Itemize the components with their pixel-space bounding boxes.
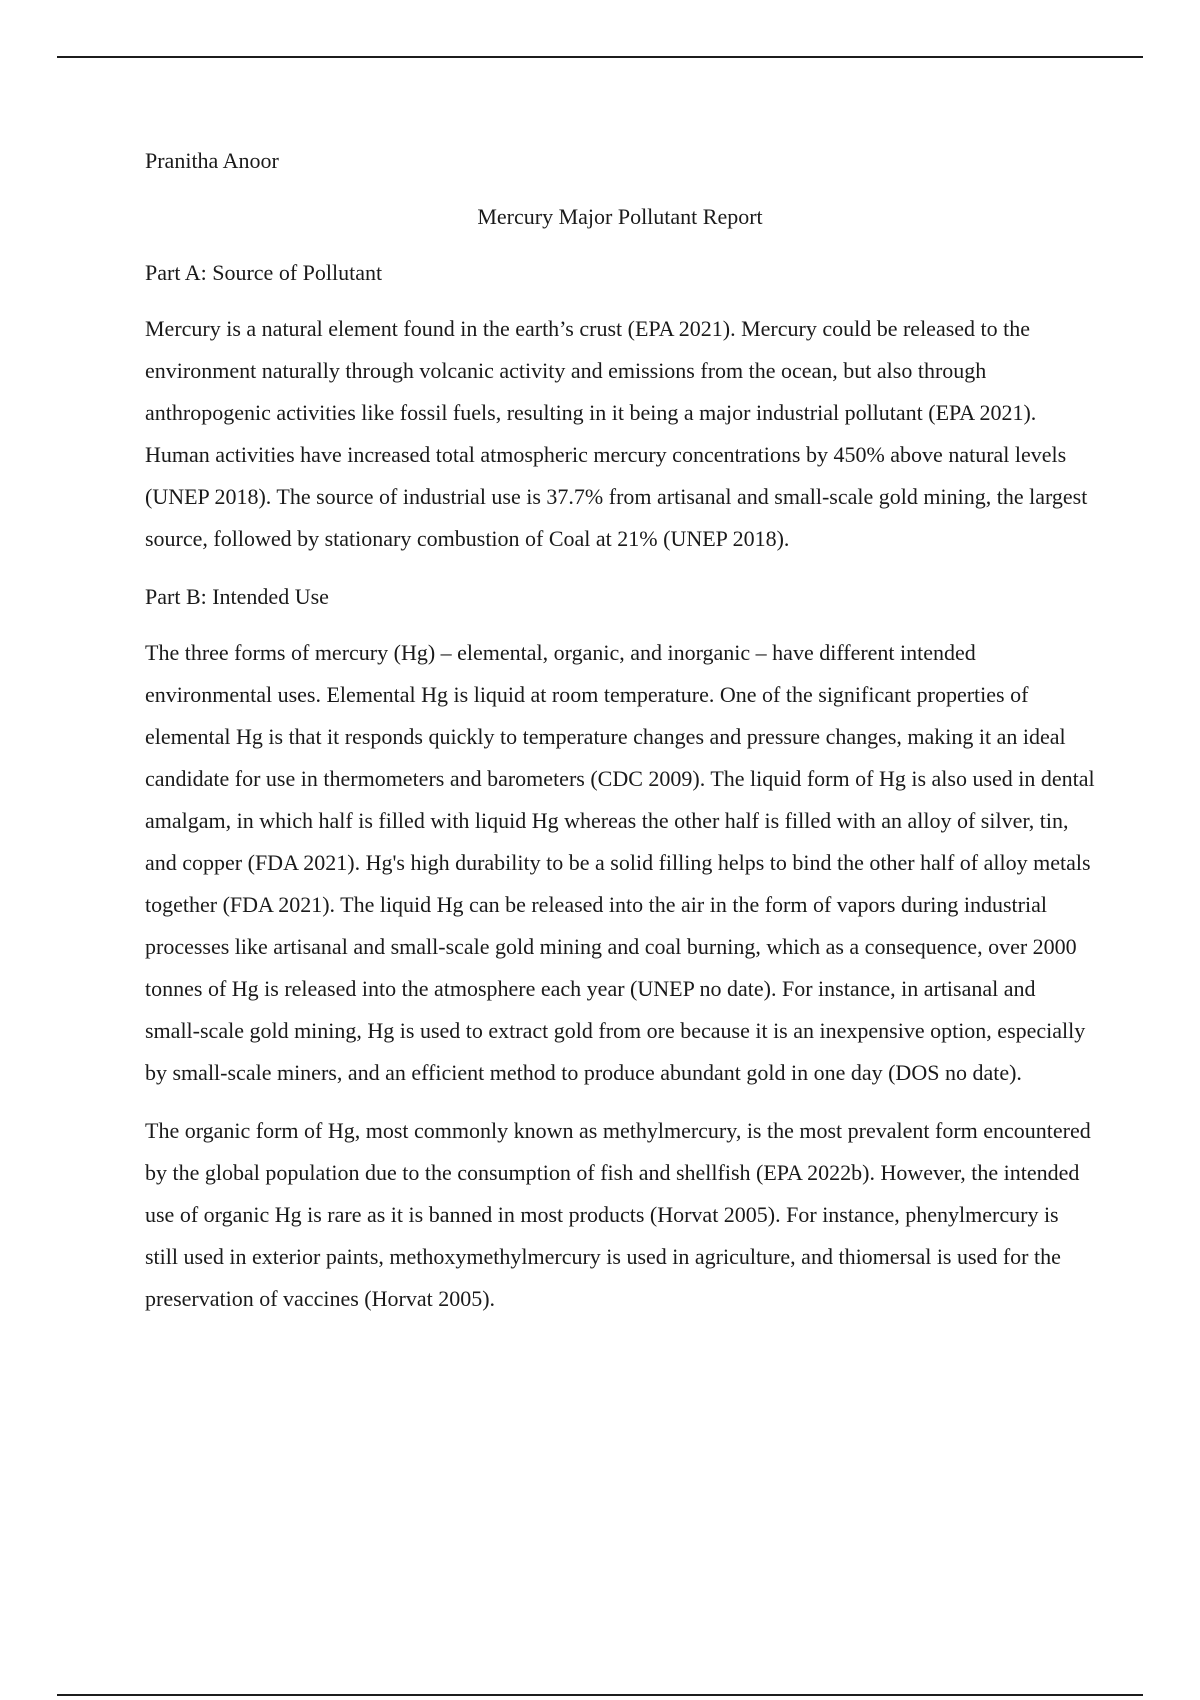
section-heading-part-a: Part A: Source of Pollutant bbox=[145, 260, 383, 285]
top-rule bbox=[57, 56, 1143, 58]
paragraph-source: Mercury is a natural element found in the earth’s crust (EPA 2021). Mercury could be released to the environment naturally through volcanic activity and emissions from the ocean, but also through anthropogenic activities like fossil fuels, resulting in it being a major industrial pollutant (EPA 2021). Human activities have increased total atmospheric mercury concentrations by 450% above natural levels (UNEP 2018). The source of industrial use is 37.7% from artisanal and small-scale gold mining, the largest source, followed by stationary combustion of Coal at 21% (UNEP 2018). bbox=[145, 316, 1088, 551]
document-title: Mercury Major Pollutant Report bbox=[477, 204, 763, 229]
paragraph-elemental-use: The three forms of mercury (Hg) – elemental, organic, and inorganic – have different intended environmental uses. Elemental Hg is liquid at room temperature. One of the significant properties of elemental Hg is that it responds quickly to temperature changes and pressure changes, making it an ideal candidate for use in thermometers and barometers (CDC 2009). The liquid form of Hg is also used in dental amalgam, in which half is filled with liquid Hg whereas the other half is filled with an alloy of silver, tin, and copper (FDA 2021). Hg's high durability to be a solid filling helps to bind the other half of alloy metals together (FDA 2021). The liquid Hg can be released into the air in the form of vapors during industrial processes like artisanal and small-scale gold mining and coal burning, which as a consequence, over 2000 tonnes of Hg is released into the atmosphere each year (UNEP no date). For instance, in artisanal and small-scale gold mining, Hg is used to extract gold from ore because it is an inexpensive option, especially by small-scale miners, and an efficient method to produce abundant gold in one day (DOS no date). bbox=[145, 640, 1095, 1085]
author-name: Pranitha Anoor bbox=[145, 148, 279, 173]
paragraph-organic-use: The organic form of Hg, most commonly known as methylmercury, is the most prevalent form encountered by the global population due to the consumption of fish and shellfish (EPA 2022b). However, the intended use of organic Hg is rare as it is banned in most products (Horvat 2005). For instance, phenylmercury is still used in exterior paints, methoxymethylmercury is used in agriculture, and thiomersal is used for the preservation of vaccines (Horvat 2005). bbox=[145, 1118, 1091, 1311]
document-page bbox=[145, 140, 1095, 1336]
section-heading-part-b: Part B: Intended Use bbox=[145, 584, 329, 609]
bottom-rule bbox=[57, 1694, 1143, 1696]
